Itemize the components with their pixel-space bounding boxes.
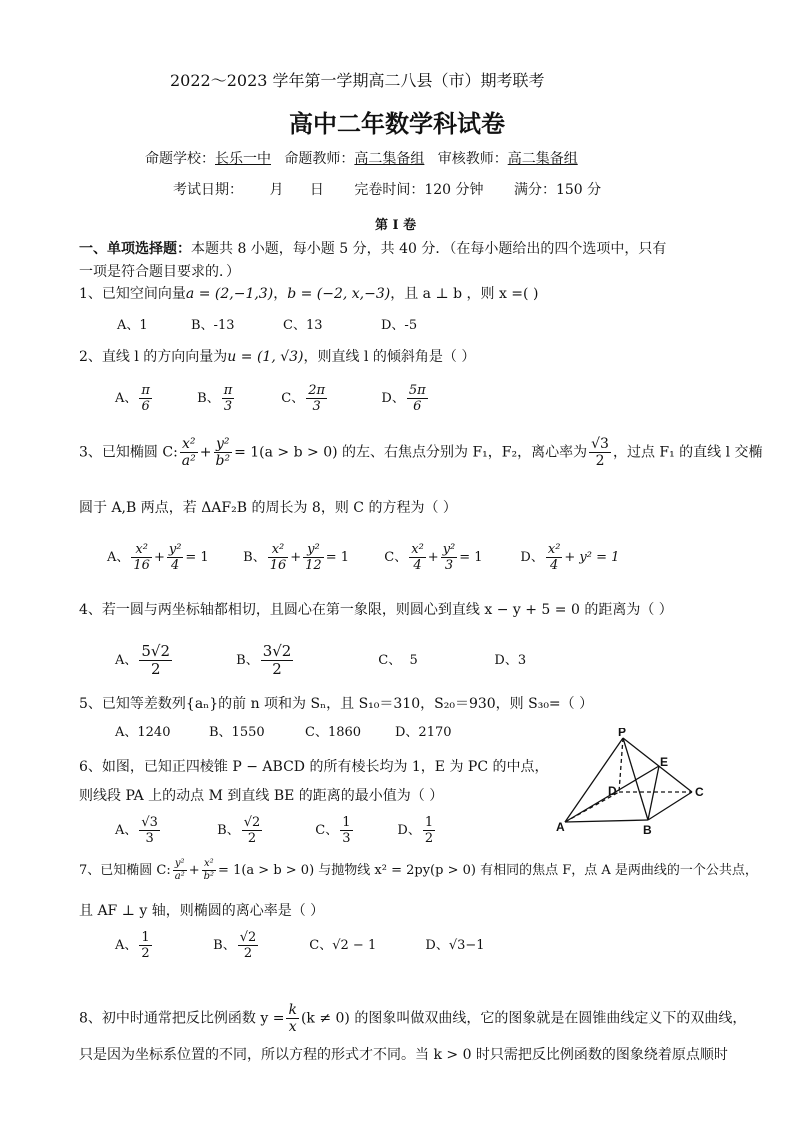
duration-label: 完卷时间：120 分钟 <box>354 182 484 198</box>
q1-option-b[interactable]: B、-13 <box>191 318 235 333</box>
q3-a-t2d: 4 <box>170 558 180 573</box>
q7-option-a-label: A、 <box>115 938 138 953</box>
q7-option-c[interactable] <box>309 934 421 953</box>
q7-a-den: 2 <box>141 946 150 961</box>
question-2-stem <box>79 346 475 366</box>
instructions-line-2: 一项是符合题目要求的．） <box>79 264 240 280</box>
q8-line-2: 只是因为坐标系位置的不同，所以方程的形式才不同。当 k > 0 时只需把反比例函数的图象绕着原点顺时 <box>79 1047 728 1063</box>
q7-option-c-label: C、 <box>309 938 333 953</box>
q2-options <box>115 383 430 414</box>
q2-vector: u = (1, √3) <box>227 349 304 365</box>
q5-option-d[interactable]: D、2170 <box>395 725 452 740</box>
q3-suffix: ，过点 F₁ 的直线 l 交椭 <box>612 444 763 461</box>
q2-d-den: 6 <box>413 399 422 414</box>
q6-option-d-label: D、 <box>397 823 421 838</box>
q4-a-num: 5√2 <box>141 642 171 660</box>
q2-option-b[interactable] <box>197 383 277 414</box>
q3-a-t2n: y² <box>168 542 182 557</box>
q6-option-a[interactable] <box>115 815 213 846</box>
question-5-stem: 5、已知等差数列{aₙ}的前 n 项和为 Sₙ，且 S₁₀＝310，S₂₀＝930，则 S₃₀=（ ） <box>79 696 594 712</box>
q3-option-b-label: B、 <box>243 550 266 565</box>
q2-a-num: π <box>141 383 150 398</box>
q2-option-c-label: C、 <box>281 391 305 406</box>
q6-option-b[interactable] <box>217 815 311 846</box>
q2-d-num: 5π <box>408 383 426 398</box>
q3-option-c[interactable]: C、 $\frac{\text{x²}}{4}$ + $\frac{\text{y²}}{3}$ = 1 <box>384 542 483 573</box>
setter-name: 高二集备组 <box>354 151 425 167</box>
q2-a-den: 6 <box>141 399 150 414</box>
month-label: 月 <box>269 182 284 198</box>
question-6-stem-line-1: 6、如图，已知正四棱锥 P − ABCD 的所有棱长均为 1，E 为 PC 的中点， <box>79 759 549 775</box>
q3-c-t1d: 4 <box>413 558 422 573</box>
q3-d-t1d: 4 <box>549 558 559 573</box>
q3-c-t1n: x² <box>411 542 424 557</box>
q4-option-b[interactable] <box>236 643 374 678</box>
q6-a-num: √3 <box>141 815 158 830</box>
date-label: 考试日期： <box>173 182 243 198</box>
q5-option-a[interactable]: A、1240 <box>115 725 171 740</box>
edge-PB <box>623 738 648 820</box>
q3-a-t1d: 16 <box>133 558 150 573</box>
q3-a-rest: = 1 <box>185 550 209 565</box>
q5-option-b[interactable]: B、1550 <box>209 725 265 740</box>
q5-option-c[interactable]: C、1860 <box>305 725 362 740</box>
q3-option-d[interactable] <box>520 542 619 573</box>
q2-b-num: π <box>223 383 233 398</box>
q3-b-t1d: 16 <box>269 558 287 573</box>
q2-option-c[interactable] <box>281 383 377 414</box>
q6-option-a-label: A、 <box>115 823 138 838</box>
q6-b-num: √2 <box>243 815 261 830</box>
label-B: B <box>643 823 652 837</box>
q4-c-text: 5 <box>409 653 418 668</box>
edge-PD <box>619 738 623 792</box>
q3-option-a-label: A、 <box>107 550 130 565</box>
q3-ecc-den: 2 <box>595 453 605 469</box>
q2-option-a-label: A、 <box>115 391 138 406</box>
question-8-stem <box>79 1002 746 1035</box>
q3-prefix: 3、已知椭圆 C: <box>79 444 178 461</box>
q4-option-c-label: C、 <box>378 653 402 668</box>
paper-title: 高中二年数学科试卷 <box>289 109 505 138</box>
q3-b-t1n: x² <box>268 542 289 558</box>
segment-BE <box>648 766 659 820</box>
question-1-stem <box>79 283 538 303</box>
q2-c-num: 2π <box>308 383 326 398</box>
q7-option-b[interactable] <box>213 930 305 961</box>
q1-options <box>117 314 417 333</box>
q4-option-b-label: B、 <box>236 653 259 668</box>
q3-ecc-num: √3 <box>591 436 609 452</box>
edge-BC <box>648 792 692 820</box>
question-3-stem: 3、已知椭圆 C: $\frac{\text{x²}}{\text{a²}}$ + $\frac{\text{y²}}{\text{b²}}$ = 1(a > b > 0) 的左、右焦点分别为 F₁，F₂，离心率为 $\frac{√3}{2}$ ，过点 F₁ 的直线 l 交椭 <box>79 436 763 469</box>
q3-option-d-label: D、 <box>520 550 544 565</box>
q2-suffix: ，则直线 l 的倾斜角是（ ） <box>303 349 476 365</box>
q3-a-t1n: x² <box>131 542 152 558</box>
q4-option-d-label: D、 <box>494 653 518 668</box>
q3-c-rest: = 1 <box>459 550 483 565</box>
q3-b-rest: = 1 <box>325 550 349 565</box>
q2-option-b-label: B、 <box>197 391 220 406</box>
reviewer-label: 审核教师： <box>437 151 508 167</box>
question-6-stem-line-2: 则线段 PA 上的动点 M 到直线 BE 的距离的最小值为（ ） <box>79 788 444 804</box>
q6-options <box>115 815 437 846</box>
q6-a-den: 3 <box>145 831 154 846</box>
q2-option-d-label: D、 <box>381 391 405 406</box>
q6-option-b-label: B、 <box>217 823 240 838</box>
q2-option-a[interactable] <box>115 383 193 414</box>
q4-option-d[interactable] <box>494 649 526 668</box>
q6-b-den: 2 <box>247 831 257 846</box>
q1-separator: ， <box>273 286 288 302</box>
label-C: C <box>695 785 704 799</box>
q1-condition: ，且 a ⊥ b ，则 x =( ) <box>390 286 539 302</box>
q6-c-den: 3 <box>342 831 351 846</box>
q7-a-num: 1 <box>141 930 150 945</box>
q7-prefix: 7、已知椭圆 C: <box>79 863 171 878</box>
q4-b-num: 3√2 <box>262 642 292 660</box>
q3-line-2: 圆于 A,B 两点，若 ΔAF₂B 的周长为 8，则 C 的方程为（ ） <box>79 500 457 516</box>
q3-option-c-label: C、 <box>384 550 408 565</box>
q3-d-t1n: x² <box>547 542 561 557</box>
q4-option-c[interactable] <box>378 649 490 668</box>
q3-equation-tail: = 1(a > b > 0) 的左、右焦点分别为 F₁，F₂，离心率为 <box>234 444 588 461</box>
q6-d-den: 2 <box>424 831 434 846</box>
question-7-stem: 7、已知椭圆 C: $\frac{\text{y²}}{\text{a²}}$ + $\frac{\text{x²}}{\text{b²}}$ = 1(a > b > 0) 与抛物线 x² = 2py(p > 0) 有相同的焦点 F，点 A 是两曲线的一个公共点， <box>79 858 758 882</box>
q1-prefix: 1、已知空间向量 <box>79 286 186 302</box>
label-A: A <box>556 820 565 834</box>
q8-suffix: (k ≠ 0) 的图象叫做双曲线，它的图象就是在圆锥曲线定义下的双曲线， <box>300 1010 747 1027</box>
q5-options <box>115 721 452 740</box>
q1-option-a[interactable]: A、1 <box>117 318 148 333</box>
label-P: P <box>618 728 627 739</box>
q1-vector-a: a = (2,−1,3) <box>185 286 274 302</box>
q7-option-b-label: B、 <box>213 938 236 953</box>
q7-d-text: √3−1 <box>448 938 485 953</box>
school-name: 长乐一中 <box>215 151 271 167</box>
q6-d-num: 1 <box>424 815 434 830</box>
q6-c-num: 1 <box>342 815 351 830</box>
volume-label: 第 I 卷 <box>375 218 417 233</box>
q6-option-c-label: C、 <box>315 823 339 838</box>
q7-option-d[interactable] <box>425 934 484 953</box>
edge-PC <box>623 738 692 792</box>
label-E: E <box>660 755 669 769</box>
section-heading: 一、单项选择题： <box>79 241 191 257</box>
q2-b-den: 3 <box>223 399 233 414</box>
q4-options <box>115 643 526 678</box>
q8-frac-den: x <box>288 1019 297 1035</box>
score-label: 满分：150 分 <box>513 182 602 198</box>
q3-d-rest: + y² = 1 <box>564 550 620 565</box>
school-label: 命题学校： <box>145 151 215 167</box>
q4-option-a-label: A、 <box>115 653 138 668</box>
q3-c-t2d: 3 <box>444 558 454 573</box>
q3-option-b[interactable]: B、 $\frac{\text{x²}}{16}$ + $\frac{\text{y²}}{12}$ = 1 <box>243 542 349 573</box>
q8-frac-num: k <box>288 1002 297 1018</box>
q4-b-den: 2 <box>272 660 282 678</box>
section-instructions <box>79 238 666 258</box>
pyramid-figure <box>552 728 712 840</box>
reviewer-name: 高二集备组 <box>507 151 578 167</box>
q4-option-a[interactable] <box>115 643 232 678</box>
q4-a-den: 2 <box>150 660 161 678</box>
q4-d-text: 3 <box>517 653 527 668</box>
q3-b-t2n: y² <box>303 542 324 558</box>
exam-info-line <box>173 179 601 199</box>
q2-c-den: 3 <box>312 399 321 414</box>
q7-option-d-label: D、 <box>425 938 449 953</box>
edge-AB <box>565 820 648 822</box>
q1-option-c[interactable]: C、13 <box>283 318 323 333</box>
q7-mid: = 1(a > b > 0) 与抛物线 x² = 2py(p > 0) 有相同的焦点 F，点 A 是两曲线的一个公共点， <box>218 863 758 878</box>
setter-label: 命题教师： <box>284 151 355 167</box>
q8-prefix: 8、初中时通常把反比例函数 y = <box>79 1010 285 1027</box>
q7-c-text: √2 − 1 <box>332 938 377 953</box>
q6-option-d[interactable] <box>397 815 437 846</box>
day-label: 日 <box>309 182 324 198</box>
q7-options <box>115 930 485 961</box>
q7-b-den: 2 <box>243 946 253 961</box>
q2-prefix: 2、直线 l 的方向向量为 <box>79 349 228 365</box>
instructions-line-1: 本题共 8 小题，每小题 5 分，共 40 分．（在每小题给出的四个选项中，只有 <box>191 241 667 257</box>
q6-option-c[interactable] <box>315 815 393 846</box>
q3-b-t2d: 12 <box>305 558 322 573</box>
label-D: D <box>608 784 617 798</box>
author-line <box>145 148 578 168</box>
q3-option-a[interactable]: A、 $\frac{\text{x²}}{16}$ + $\frac{\text{y²}}{4}$ = 1 <box>107 542 209 573</box>
q7-b-num: √2 <box>239 930 257 945</box>
q1-option-d[interactable]: D、-5 <box>381 318 418 333</box>
q7-line-2: 且 AF ⊥ y 轴，则椭圆的离心率是（ ） <box>79 903 325 919</box>
edge-PA <box>565 738 623 822</box>
q3-c-t2n: y² <box>442 542 456 557</box>
question-4-stem: 4、若一圆与两坐标轴都相切，且圆心在第一象限，则圆心到直线 x − y + 5 = 0 的距离为（ ） <box>79 602 673 618</box>
q3-options <box>107 542 619 573</box>
q1-vector-b: b = (−2, x,−3) <box>287 286 391 302</box>
q7-option-a[interactable] <box>115 930 209 961</box>
q2-option-d[interactable] <box>381 383 429 414</box>
exam-title: 2022～2023 学年第一学期高二八县（市）期考联考 <box>170 71 545 90</box>
